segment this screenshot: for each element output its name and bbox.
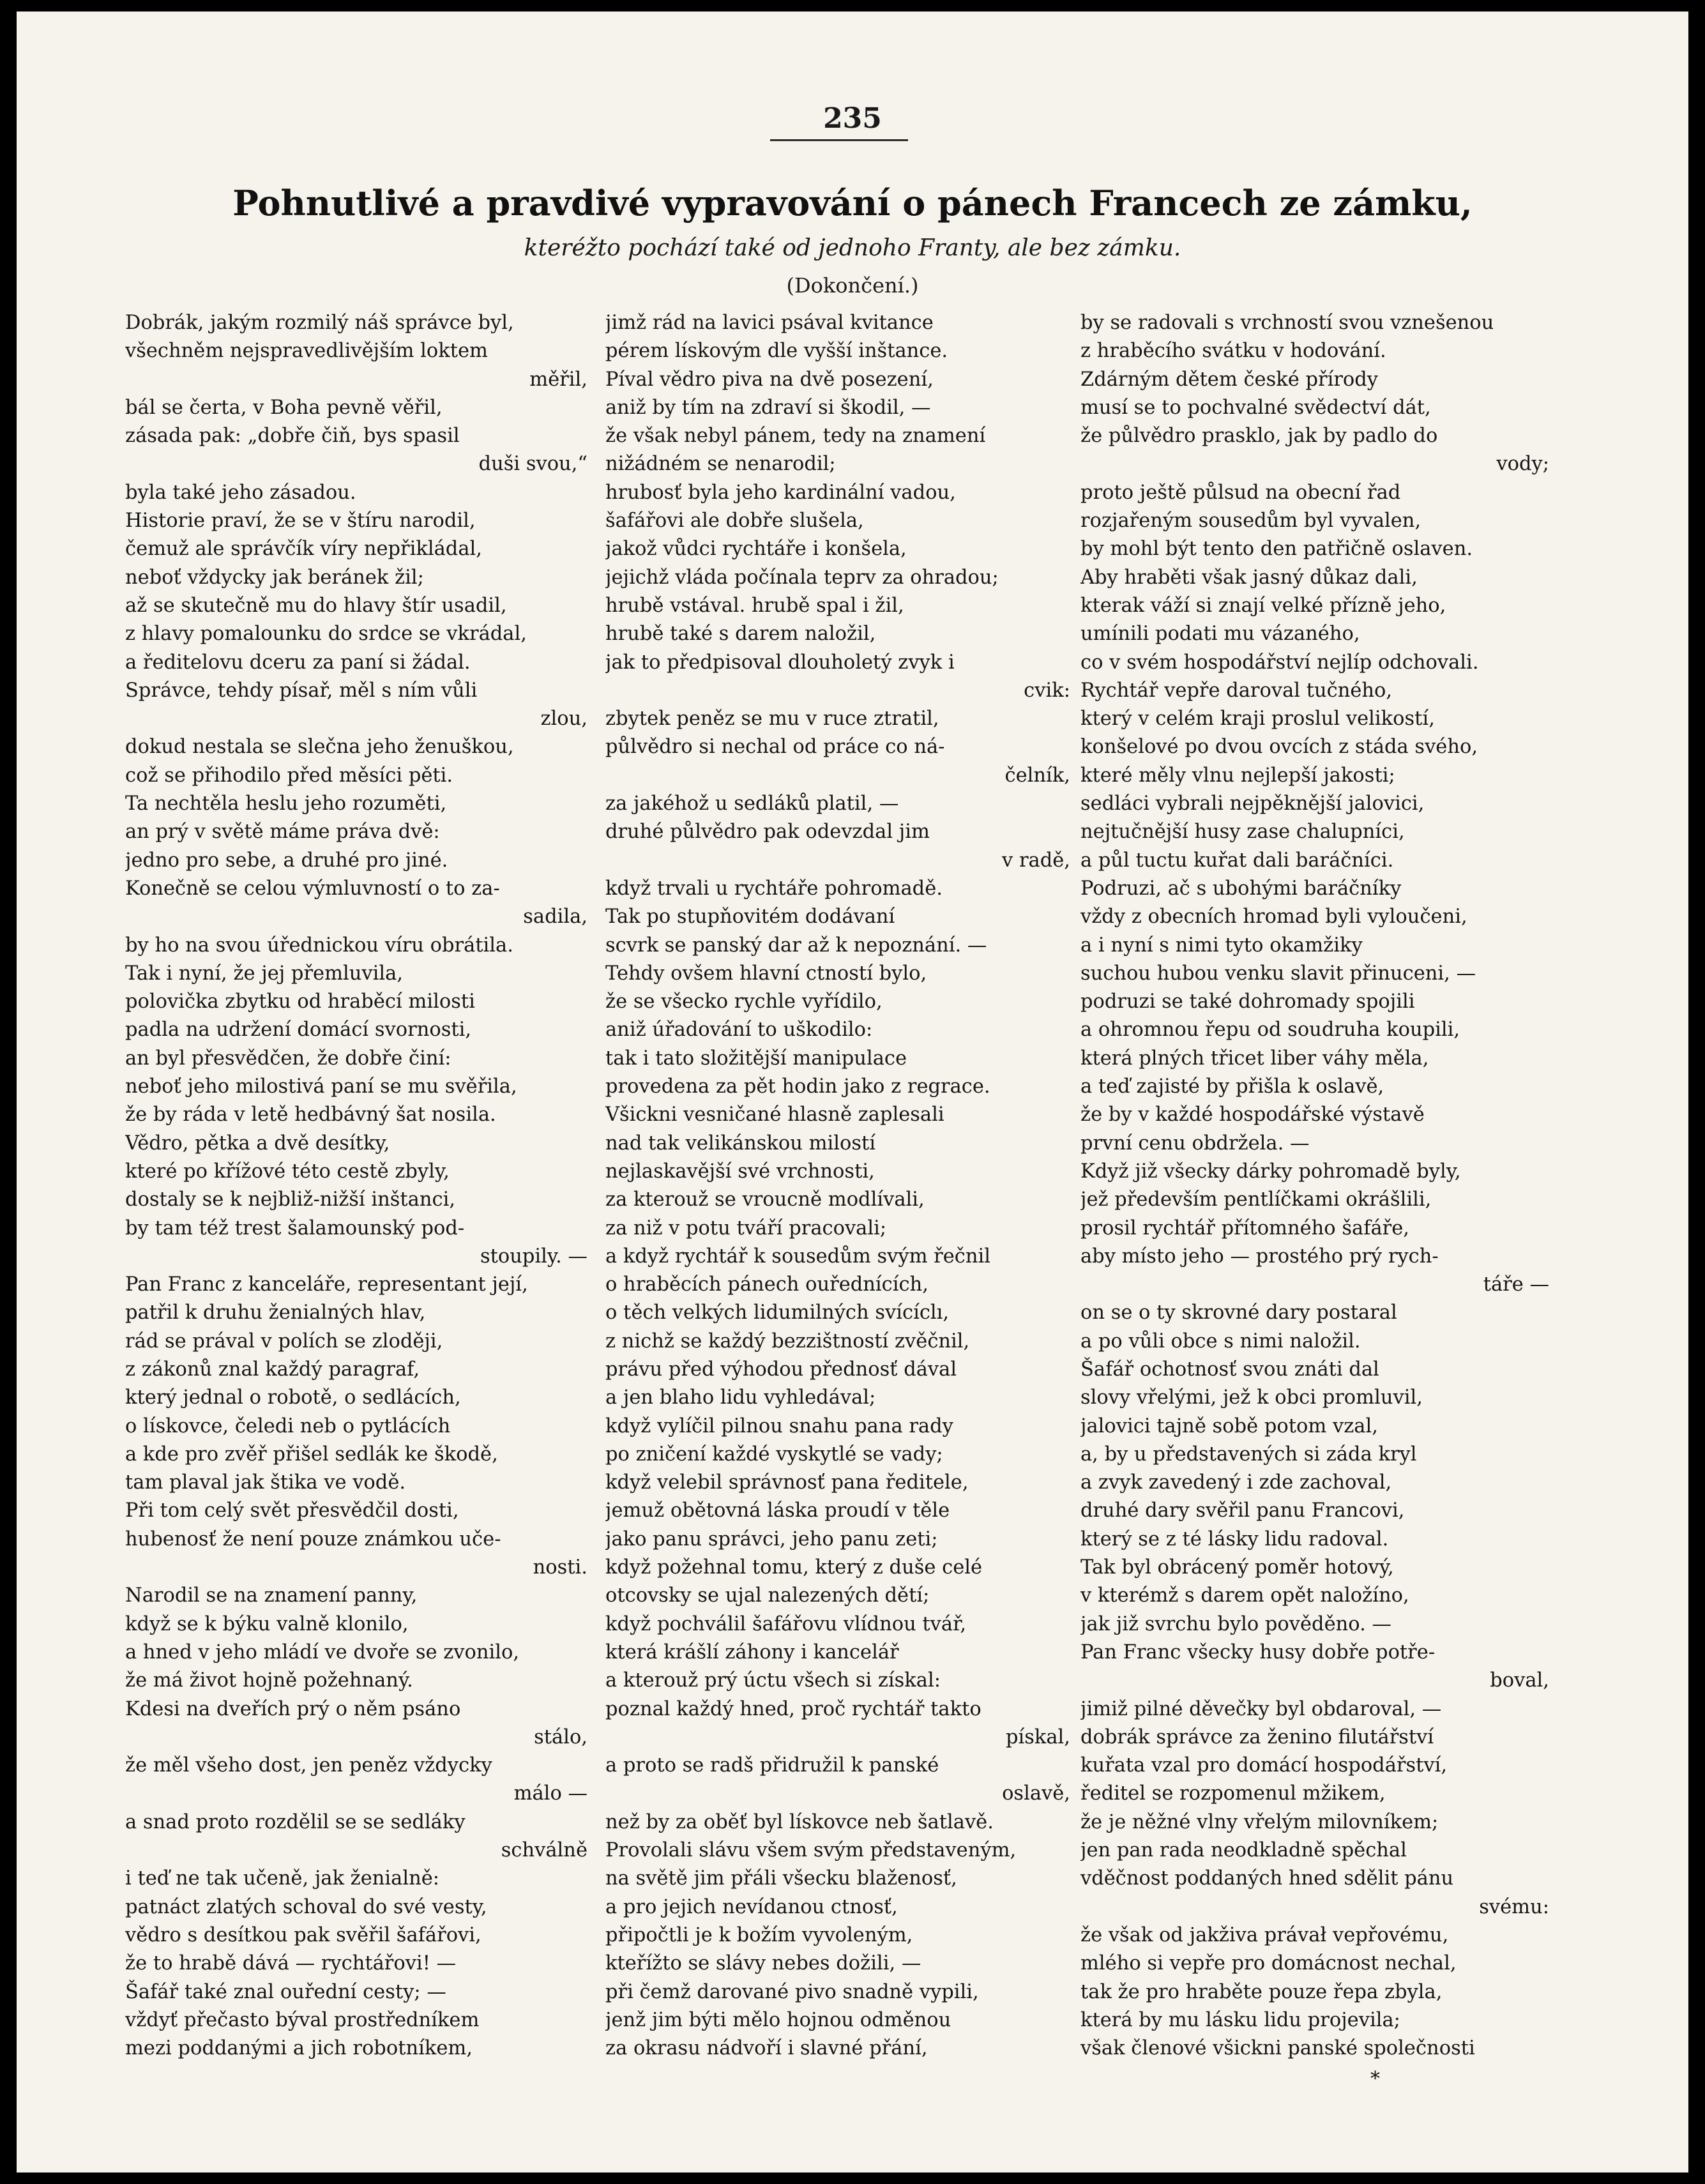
poem-line: padla na udržení domácí svornosti, bbox=[125, 1019, 472, 1042]
poem-line: však členové všickni panské společnosti bbox=[1080, 2037, 1475, 2060]
poem-line: by se radovali s vrchností svou vznešenou bbox=[1080, 312, 1494, 334]
poem-line: a proto se radš přidružil k panské bbox=[605, 1754, 939, 1777]
poem-line: pískal, bbox=[1005, 1725, 1070, 1748]
poem-line: i teď ne tak učeně, jak ženialně: bbox=[125, 1867, 440, 1890]
poem-line: Aby hraběti však jasný důkaz dali, bbox=[1080, 566, 1418, 589]
poem-line: a hned v jeho mládí ve dvoře se zvonilo, bbox=[125, 1641, 520, 1664]
poem-line: Rychtář vepře daroval tučného, bbox=[1080, 679, 1393, 702]
poem-line: Tak i nyní, že jej přemluvila, bbox=[125, 962, 404, 985]
poem-line: Tehdy ovšem hlavní ctností bylo, bbox=[605, 962, 927, 985]
poem-line: málo — bbox=[513, 1782, 587, 1805]
poem-line: druhé půlvědro pak odevzdal jim bbox=[605, 821, 930, 844]
poem-line: a ředitelovu dceru za paní si žádal. bbox=[125, 651, 471, 674]
text-column-2 bbox=[605, 309, 1070, 2063]
page-number-rule bbox=[770, 139, 908, 141]
poem-line: který v celém kraji proslul velikostí, bbox=[1080, 708, 1435, 731]
poem-line: jimž rád na lavici psával kvitance bbox=[605, 312, 934, 334]
poem-line: jalovici tajně sobě potom vzal, bbox=[1080, 1414, 1378, 1437]
poem-line: Podruzi, ač s ubohými baráčníky bbox=[1080, 877, 1402, 900]
poem-line: Konečně se celou výmluvností o to za- bbox=[125, 877, 500, 900]
poem-line: rád se prával v polích se zloději, bbox=[125, 1330, 443, 1353]
poem-line: an prý v světě máme práva dvě: bbox=[125, 821, 440, 844]
poem-line: Tak byl obrácený poměr hotový, bbox=[1080, 1556, 1394, 1579]
poem-line: že má život hojně požehnaný. bbox=[125, 1669, 413, 1692]
poem-line: pérem lískovým dle vyšší inštance. bbox=[605, 340, 948, 363]
poem-line: a když rychtář k sousedům svým řečnil bbox=[605, 1245, 991, 1268]
text-column-1 bbox=[125, 309, 587, 2063]
poem-line: tak že pro hraběte pouze řepa zbyla, bbox=[1080, 1980, 1443, 2003]
poem-line: která plných třicet liber váhy měla, bbox=[1080, 1047, 1429, 1070]
continuation-note: (Dokončení.) bbox=[786, 273, 919, 298]
poem-line: slovy vřelými, jež k obci promluvil, bbox=[1080, 1386, 1423, 1409]
poem-line: Při tom celý svět přesvědčil dosti, bbox=[125, 1499, 459, 1522]
poem-line: když velebil správnosť pana ředitele, bbox=[605, 1471, 969, 1494]
article-title: Pohnutlivé a pravdivé vypravování o pánech Francech ze zámku, bbox=[232, 183, 1473, 224]
poem-line: tam plaval jak štika ve vodě. bbox=[125, 1471, 406, 1494]
poem-line: Tak po stupňovitém dodávaní bbox=[605, 906, 895, 929]
footer-mark: * bbox=[1370, 2068, 1380, 2090]
poem-line: zbytek peněz se mu v ruce ztratil, bbox=[605, 708, 939, 731]
poem-line: jemuž obětovná láska proudí v těle bbox=[605, 1499, 950, 1522]
poem-line: an byl přesvědčen, že dobře činí: bbox=[125, 1047, 451, 1070]
poem-line: z nichž se každý bezzištností zvěčnil, bbox=[605, 1330, 970, 1353]
poem-line: za jakéhož u sedláků platil, — bbox=[605, 792, 899, 815]
poem-line: vždyť přečasto býval prostředníkem bbox=[125, 2008, 480, 2031]
poem-line: které měly vlnu nejlepší jakosti; bbox=[1080, 764, 1395, 787]
poem-line: která by mu lásku lidu projevila; bbox=[1080, 2008, 1400, 2031]
poem-line: půlvědro si nechal od práce co ná- bbox=[605, 736, 945, 759]
poem-line: neboť jeho milostivá paní se mu svěřila, bbox=[125, 1075, 517, 1098]
poem-line: Zdárným dětem české přírody bbox=[1080, 368, 1379, 391]
poem-line: že půlvědro prasklo, jak by padlo do bbox=[1080, 425, 1438, 448]
poem-line: Kdesi na dveřích prý o něm psáno bbox=[125, 1697, 461, 1720]
poem-line: o těch velkých lidumilných svícíclı, bbox=[605, 1301, 950, 1324]
poem-line: aniž by tím na zdraví si škodil, — bbox=[605, 396, 931, 419]
poem-line: na světě jim přáli všecku blaženosť, bbox=[605, 1867, 957, 1890]
poem-line: až se skutečně mu do hlavy štír usadil, bbox=[125, 594, 507, 617]
poem-line: hubenosť že není pouze známkou uče- bbox=[125, 1528, 501, 1551]
poem-line: Provolali slávu všem svým představeným, bbox=[605, 1839, 1017, 1862]
poem-line: měřil, bbox=[529, 368, 587, 391]
poem-line: podruzi se také dohromady spojili bbox=[1080, 990, 1415, 1013]
poem-line: nejlaskavější své vrchnosti, bbox=[605, 1160, 875, 1183]
poem-line: všechněm nejspravedlivějším loktem bbox=[125, 340, 488, 363]
poem-line: svému: bbox=[1479, 1895, 1549, 1918]
poem-line: dostaly se k nejbliž-nižší inštanci, bbox=[125, 1188, 456, 1211]
poem-line: za okrasu nádvoří i slavné přání, bbox=[605, 2037, 928, 2060]
poem-line: boval, bbox=[1490, 1669, 1549, 1692]
poem-line: a pro jejich nevídanou ctnosť, bbox=[605, 1895, 898, 1918]
poem-line: zásada pak: „dobře čiň, bys spasil bbox=[125, 425, 460, 448]
poem-line: neboť vždycky jak beránek žil; bbox=[125, 566, 424, 589]
poem-line: jen pan rada neodkladně spěchal bbox=[1080, 1839, 1407, 1862]
poem-line: Šafář také znal ouřední cesty; — bbox=[125, 1980, 446, 2003]
poem-line: který se z té lásky lidu radoval. bbox=[1080, 1528, 1389, 1551]
poem-line: zlou, bbox=[540, 708, 587, 731]
poem-line: za niž v potu tváří pracovali; bbox=[605, 1217, 887, 1240]
poem-line: jako panu správci, jeho panu zeti; bbox=[605, 1528, 938, 1551]
poem-line: dobrák správce za ženino filutářství bbox=[1080, 1725, 1434, 1748]
poem-line: hrubosť byla jeho kardinální vadou, bbox=[605, 481, 956, 504]
poem-line: která krášlí záhony i kancelář bbox=[605, 1641, 899, 1664]
poem-line: z hraběcího svátku v hodování. bbox=[1080, 340, 1386, 363]
poem-line: a kde pro zvěř přišel sedlák ke škodě, bbox=[125, 1443, 498, 1466]
poem-line: Píval vědro piva na dvě posezení, bbox=[605, 368, 934, 391]
poem-line: a ohromnou řepu od soudruha koupili, bbox=[1080, 1019, 1460, 1042]
poem-line: jenž jim býti mělo hojnou odměnou bbox=[605, 2008, 951, 2031]
poem-line: by ho na svou úřednickou víru obrátila. bbox=[125, 934, 513, 957]
poem-line: Pan Franc z kanceláře, representant její, bbox=[125, 1273, 528, 1296]
poem-line: a zvyk zavedený i zde zachoval, bbox=[1080, 1471, 1392, 1494]
poem-line: že však od jakživa právał vepřovému, bbox=[1080, 1923, 1449, 1946]
poem-line: že měl všeho dost, jen peněz vždycky bbox=[125, 1754, 492, 1777]
poem-line: jimiž pilné děvečky byl obdaroval, — bbox=[1080, 1697, 1442, 1720]
poem-line: jedno pro sebe, a druhé pro jiné. bbox=[125, 849, 448, 872]
poem-line: že to hrabě dává — rychtářovi! — bbox=[125, 1952, 457, 1975]
poem-line: konšelové po dvou ovcích z stáda svého, bbox=[1080, 736, 1478, 759]
poem-line: patnáct zlatých schoval do své vesty, bbox=[125, 1895, 487, 1918]
poem-line: musí se to pochvalné svědectví dát, bbox=[1080, 396, 1431, 419]
poem-line: by mohl být tento den patřičně oslaven. bbox=[1080, 538, 1473, 561]
poem-line: že však nebyl pánem, tedy na znamení bbox=[605, 425, 986, 448]
poem-line: hrubě vstával. hrubě spal i žil, bbox=[605, 594, 904, 617]
poem-line: a jen blaho lidu vyhledával; bbox=[605, 1386, 876, 1409]
poem-line: jakož vůdci rychtáře i konšela, bbox=[605, 538, 907, 561]
poem-line: za kterouž se vroucně modlívali, bbox=[605, 1188, 925, 1211]
poem-line: proto ještě půlsud na obecní řad bbox=[1080, 481, 1401, 504]
poem-line: než by za oběť byl lískovce neb šatlavě. bbox=[605, 1810, 994, 1833]
poem-line: duši svou,“ bbox=[478, 453, 587, 476]
poem-line: jak již svrchu bylo pověděno. — bbox=[1080, 1612, 1391, 1635]
poem-line: bál se čerta, v Boha pevně věřil, bbox=[125, 396, 443, 419]
poem-line: dokud nestala se slečna jeho ženuškou, bbox=[125, 736, 514, 759]
poem-line: sedláci vybrali nejpěknější jalovici, bbox=[1080, 792, 1425, 815]
poem-line: právu před výhodou přednosť dával bbox=[605, 1358, 957, 1381]
poem-line: což se přihodilo před měsíci pěti. bbox=[125, 764, 453, 787]
poem-line: on se o ty skrovné dary postaral bbox=[1080, 1301, 1397, 1324]
poem-line: mlého si vepře pro domácnost nechal, bbox=[1080, 1952, 1457, 1975]
poem-line: kterak váží si znají velké přízně jeho, bbox=[1080, 594, 1446, 617]
poem-line: Správce, tehdy písař, měl s ním vůli bbox=[125, 679, 478, 702]
poem-line: první cenu obdržela. — bbox=[1080, 1132, 1310, 1155]
poem-line: nejtučnější husy zase chalupníci, bbox=[1080, 821, 1405, 844]
poem-line: Šafář ochotnosť svou znáti dal bbox=[1080, 1358, 1379, 1381]
poem-line: nad tak velikánskou milostí bbox=[605, 1132, 876, 1155]
poem-line: který jednal o robotě, o sedlácích, bbox=[125, 1386, 461, 1409]
poem-line: když vylíčil pilnou snahu pana rady bbox=[605, 1414, 953, 1437]
poem-line: vody; bbox=[1496, 453, 1549, 476]
poem-line: z zákonů znal každý paragraf, bbox=[125, 1358, 420, 1381]
poem-line: stálo, bbox=[534, 1725, 587, 1748]
poem-line: a snad proto rozdělil se se sedláky bbox=[125, 1810, 466, 1833]
poem-line: oslavě, bbox=[1002, 1782, 1070, 1805]
poem-line: druhé dary svěřil panu Francovi, bbox=[1080, 1499, 1405, 1522]
poem-line: by tam též trest šalamounský pod- bbox=[125, 1217, 465, 1240]
poem-line: tak i tato složitější manipulace bbox=[605, 1047, 907, 1070]
poem-line: a, by u představených si záda kryl bbox=[1080, 1443, 1417, 1466]
poem-line: poznal každý hned, proč rychtář takto bbox=[605, 1697, 981, 1720]
poem-line: kuřata vzal pro domácí hospodářství, bbox=[1080, 1754, 1448, 1777]
poem-line: že by v každé hospodářské výstavě bbox=[1080, 1103, 1425, 1126]
poem-line: otcovsky se ujal nalezených dětí; bbox=[605, 1584, 930, 1607]
poem-line: o lískovce, čeledi neb o pytlácích bbox=[125, 1414, 451, 1437]
poem-line: a teď zajisté by přišla k oslavě, bbox=[1080, 1075, 1384, 1098]
article-subtitle: kteréžto pochází také od jednoho Franty, ale bez zámku. bbox=[524, 235, 1181, 261]
poem-line: že by ráda v letě hedbávný šat nosila. bbox=[125, 1103, 496, 1126]
poem-line: které po křížové této cestě zbyly, bbox=[125, 1160, 450, 1183]
poem-line: rozjařeným sousedům byl vyvalen, bbox=[1080, 510, 1421, 533]
poem-line: jejichž vláda počínala teprv za ohradou; bbox=[605, 566, 999, 589]
poem-line: po zničení každé vyskytlé se vady; bbox=[605, 1443, 943, 1466]
poem-line: cvik: bbox=[1024, 679, 1070, 702]
poem-line: v kterémž s darem opět naložíno, bbox=[1080, 1584, 1409, 1607]
poem-line: a půl tuctu kuřat dali baráčníci. bbox=[1080, 849, 1394, 872]
poem-line: v radě, bbox=[1002, 849, 1070, 872]
poem-line: umínili podati mu vázaného, bbox=[1080, 623, 1360, 646]
poem-line: provedena za pět hodin jako z regrace. bbox=[605, 1075, 990, 1098]
poem-line: čelník, bbox=[1004, 764, 1070, 787]
poem-line: když se k býku valně klonilo, bbox=[125, 1612, 409, 1635]
poem-line: byla také jeho zásadou. bbox=[125, 481, 356, 504]
poem-line: že se všecko rychle vyřídilo, bbox=[605, 990, 883, 1013]
poem-line: a i nyní s nimi tyto okamžiky bbox=[1080, 934, 1363, 957]
poem-line: schválně bbox=[501, 1839, 587, 1862]
poem-line: Dobrák, jakým rozmilý náš správce byl, bbox=[125, 312, 514, 334]
poem-line: když požehnal tomu, který z duše celé bbox=[605, 1556, 983, 1579]
poem-line: jež především pentlíčkami okrášlili, bbox=[1080, 1188, 1432, 1211]
poem-line: hrubě také s darem naložil, bbox=[605, 623, 876, 646]
poem-line: čemuž ale správčík víry nepřikládal, bbox=[125, 538, 482, 561]
poem-line: šafářovi ale dobře slušela, bbox=[605, 510, 864, 533]
poem-line: Pan Franc všecky husy dobře potře- bbox=[1080, 1641, 1436, 1664]
poem-line: že je něžné vlny vřelým milovníkem; bbox=[1080, 1810, 1439, 1833]
document-page bbox=[17, 11, 1688, 2173]
text-column-3 bbox=[1080, 309, 1549, 2063]
poem-line: aniž úřadování to uškodilo: bbox=[605, 1019, 873, 1042]
poem-line: stoupily. — bbox=[480, 1245, 587, 1268]
poem-line: vždy z obecních hromad byli vyloučeni, bbox=[1080, 906, 1467, 929]
poem-line: mezi poddanými a jich robotníkem, bbox=[125, 2037, 473, 2060]
poem-line: aby místo jeho — prostého prý rych- bbox=[1080, 1245, 1439, 1268]
poem-line: sadila, bbox=[523, 906, 587, 929]
poem-line: Narodil se na znamení panny, bbox=[125, 1584, 418, 1607]
poem-line: při čemž darované pivo snadně vypili, bbox=[605, 1980, 979, 2003]
poem-line: a po vůli obce s nimi naložil. bbox=[1080, 1330, 1361, 1353]
poem-line: patřil k druhu ženialných hlav, bbox=[125, 1301, 426, 1324]
poem-line: prosil rychtář přítomného šafáře, bbox=[1080, 1217, 1410, 1240]
poem-line: vědro s desítkou pak svěřil šafářovi, bbox=[125, 1923, 481, 1946]
poem-line: Ta nechtěla heslu jeho rozuměti, bbox=[125, 792, 447, 815]
poem-line: nižádném se nenarodil; bbox=[605, 453, 836, 476]
poem-line: nosti. bbox=[533, 1556, 587, 1579]
poem-line: Vědro, pětka a dvě desítky, bbox=[125, 1132, 390, 1155]
poem-line: o hraběcích pánech ouřednících, bbox=[605, 1273, 928, 1296]
poem-line: když pochválil šafářovu vlídnou tvář, bbox=[605, 1612, 967, 1635]
poem-line: táře — bbox=[1483, 1273, 1549, 1296]
poem-line: když trvali u rychtáře pohromadě. bbox=[605, 877, 943, 900]
poem-line: co v svém hospodářství nejlíp odchovali. bbox=[1080, 651, 1479, 674]
poem-line: připočtli je k božím vyvoleným, bbox=[605, 1923, 913, 1946]
poem-line: ředitel se rozpomenul mžikem, bbox=[1080, 1782, 1386, 1805]
poem-line: vděčnost poddaných hned sdělit pánu bbox=[1080, 1867, 1454, 1890]
poem-line: polovička zbytku od hraběcí milosti bbox=[125, 990, 475, 1013]
poem-line: a kterouž prý úctu všech si získal: bbox=[605, 1669, 941, 1692]
page-number: 235 bbox=[823, 102, 882, 135]
poem-line: z hlavy pomalounku do srdce se vkrádal, bbox=[125, 623, 527, 646]
poem-line: jak to předpisoval dlouholetý zvyk i bbox=[605, 651, 955, 674]
poem-line: Všickni vesničané hlasně zaplesali bbox=[605, 1103, 944, 1126]
poem-line: suchou hubou venku slavit přinuceni, — bbox=[1080, 962, 1476, 985]
poem-line: Historie praví, že se v štíru narodil, bbox=[125, 510, 476, 533]
poem-line: scvrk se panský dar až k nepoznání. — bbox=[605, 934, 987, 957]
poem-line: kteřížto se slávy nebes dožili, — bbox=[605, 1952, 921, 1975]
poem-line: Když již všecky dárky pohromadě byly, bbox=[1080, 1160, 1461, 1183]
